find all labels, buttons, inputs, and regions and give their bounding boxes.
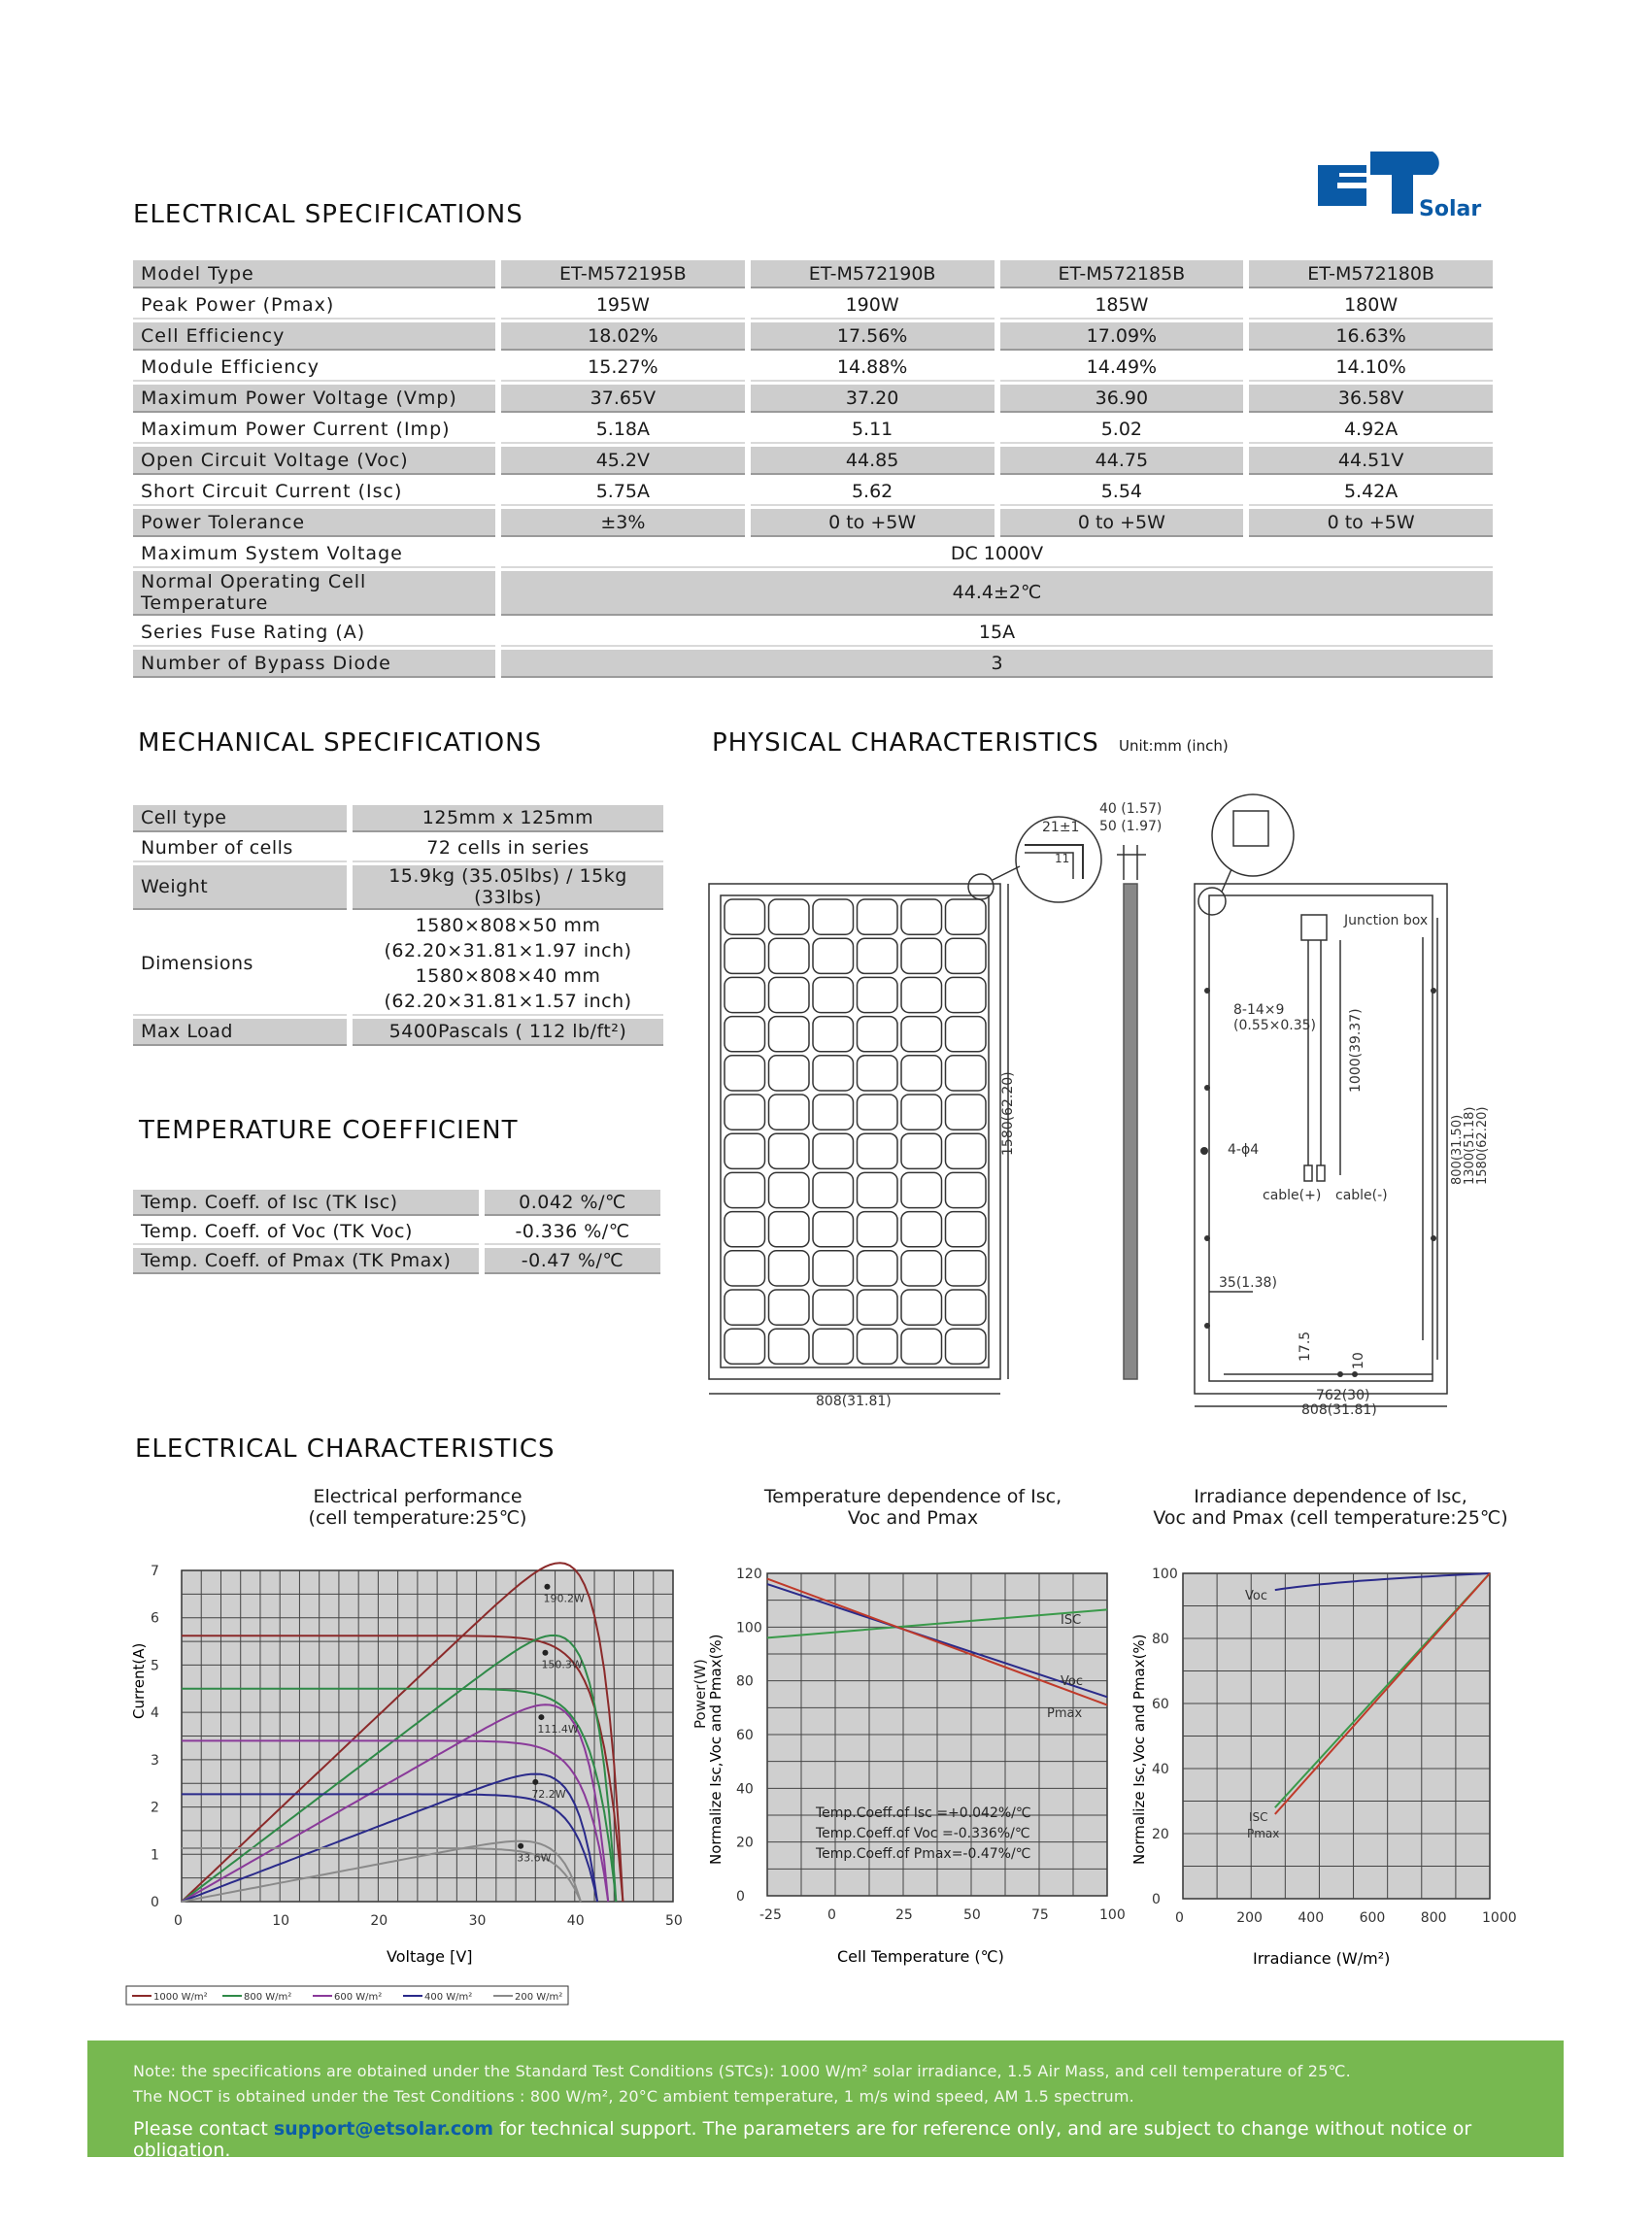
temp-voc-label: Voc (1061, 1674, 1083, 1689)
spec-value: ±3% (501, 509, 745, 537)
y-tick-label: 20 (736, 1835, 754, 1851)
solar-cell (769, 1329, 810, 1364)
spec-label: Open Circuit Voltage (Voc) (133, 447, 495, 475)
solar-cell (901, 1290, 942, 1325)
dim-762: 762(30) (1316, 1388, 1370, 1403)
x-tick-label: 40 (566, 1913, 585, 1929)
solar-cell (813, 1056, 854, 1091)
solar-cell (901, 938, 942, 973)
spec-value: 0 to +5W (1249, 509, 1493, 537)
spec-value: 0 to +5W (1000, 509, 1244, 537)
irr-voc-label: Voc (1245, 1589, 1267, 1603)
power-axis-label: Power(W) (691, 1659, 709, 1729)
mpp-point (518, 1843, 523, 1849)
spec-value: 5.54 (1000, 478, 1244, 506)
svg-text:Solar: Solar (1419, 197, 1482, 221)
spec-label: Maximum Power Current (Imp) (133, 416, 495, 444)
legend-label: 200 W/m² (515, 1992, 563, 2003)
dim-808: 808(31.81) (816, 1394, 892, 1409)
y-tick-label: 120 (736, 1567, 762, 1582)
solar-cell (725, 1212, 765, 1247)
temp-coeff-title: TEMPERATURE COEFFICIENT (139, 1116, 519, 1145)
electrical-specs-title: ELECTRICAL SPECIFICATIONS (133, 200, 523, 229)
weight-value: 15.9kg (35.05lbs) / 15kg (33lbs) (353, 865, 663, 910)
y-tick-label: 60 (1152, 1697, 1169, 1712)
solar-cell (858, 1329, 898, 1364)
dim-1580-back: 1580(62.20) (1475, 1106, 1490, 1185)
solar-cell (858, 1251, 898, 1286)
spec-value: 37.20 (751, 385, 995, 413)
dimensions-value: 1580×808×50 mm (62.20×31.81×1.97 inch) 1580×808×40 mm (62.20×31.81×1.57 inch) (353, 913, 663, 1016)
solar-cell (725, 1133, 765, 1168)
mechanical-specs-table (127, 802, 669, 1049)
spec-label: Series Fuse Rating (A) (133, 619, 495, 647)
solar-cell (769, 1056, 810, 1091)
spec-value: 16.63% (1249, 322, 1493, 351)
solar-cell (858, 1172, 898, 1207)
solar-cell (946, 1056, 987, 1091)
temp-xlabel: Cell Temperature (℃) (837, 1947, 1004, 1966)
spec-value: 17.09% (1000, 322, 1244, 351)
y-tick-label: 60 (736, 1728, 754, 1743)
cable-length-label: 1000(39.37) (1348, 1008, 1364, 1093)
spec-value: 14.49% (1000, 354, 1244, 382)
support-email-link[interactable]: support@etsolar.com (273, 2118, 494, 2140)
solar-cell (813, 899, 854, 934)
max-load-value: 5400Pascals ( 112 lb/ft²) (353, 1019, 663, 1046)
solar-cell (813, 1133, 854, 1168)
solar-cell (725, 1017, 765, 1052)
solar-cell (813, 977, 854, 1012)
cells-value: 72 cells in series (353, 835, 663, 862)
solar-cell (946, 899, 987, 934)
power-label: 150.3W (541, 1658, 583, 1671)
tk-pmax-value: -0.47 %/℃ (485, 1248, 660, 1274)
legend-label: 800 W/m² (244, 1992, 292, 2003)
solar-cell (901, 977, 942, 1012)
spec-value: 5.75A (501, 478, 745, 506)
solar-cell (901, 1172, 942, 1207)
y-tick-label: 3 (151, 1752, 159, 1769)
x-tick-label: 50 (665, 1913, 683, 1929)
tk-pmax-label: Temp. Coeff. of Pmax (TK Pmax) (133, 1248, 479, 1274)
x-tick-label: -25 (759, 1907, 782, 1923)
dim-800: 800(31.50) (1450, 1114, 1465, 1185)
power-label: 111.4W (537, 1723, 579, 1737)
spec-label: Cell Efficiency (133, 322, 495, 351)
solar-cell (813, 1329, 854, 1364)
temp-isc-label: ISC (1061, 1613, 1082, 1628)
spec-value: DC 1000V (501, 540, 1493, 568)
solar-cell (813, 1212, 854, 1247)
x-tick-label: 25 (895, 1907, 913, 1923)
iv-chart (126, 1554, 683, 2010)
spec-value: 15A (501, 619, 1493, 647)
spec-value: 3 (501, 650, 1493, 678)
solar-cell (858, 1290, 898, 1325)
spec-value: 36.58V (1249, 385, 1493, 413)
spec-label: Maximum Power Voltage (Vmp) (133, 385, 495, 413)
x-tick-label: 0 (1175, 1910, 1184, 1926)
dim-21: 21±1 (1042, 820, 1080, 835)
irr-xlabel: Irradiance (W/m²) (1253, 1949, 1391, 1968)
y-tick-label: 0 (151, 1895, 159, 1910)
physical-title: PHYSICAL CHARACTERISTICS (712, 728, 1099, 758)
solar-cell (858, 977, 898, 1012)
solar-cell (769, 938, 810, 973)
junction-box-label: Junction box (1344, 913, 1429, 928)
spec-label: Normal Operating Cell Temperature (133, 571, 495, 616)
dim-11: 11 (1055, 852, 1070, 865)
y-tick-label: 4 (151, 1705, 159, 1722)
solar-cell (946, 1172, 987, 1207)
y-tick-label: 1 (151, 1847, 159, 1864)
module-drawing (699, 787, 1534, 1418)
solar-cell (725, 938, 765, 973)
x-tick-label: 10 (272, 1913, 290, 1929)
x-tick-label: 30 (468, 1913, 487, 1929)
footer-note-noct: The NOCT is obtained under the Test Conditions : 800 W/m², 20°C ambient temperature, 1 m/s wind speed, AM 1.5 spectrum. (133, 2087, 1134, 2106)
spec-label: Number of Bypass Diode (133, 650, 495, 678)
solar-cell (901, 1329, 942, 1364)
solar-cell (769, 1172, 810, 1207)
spec-value: 18.02% (501, 322, 745, 351)
temp-pmax-label: Pmax (1047, 1706, 1083, 1721)
solar-cell (858, 899, 898, 934)
spec-value: 44.85 (751, 447, 995, 475)
solar-cell (858, 1017, 898, 1052)
tk-isc-label: Temp. Coeff. of Isc (TK Isc) (133, 1190, 479, 1216)
cable-plus-label: cable(+) (1263, 1188, 1322, 1203)
solar-cell (769, 1212, 810, 1247)
dim-40: 40 (1.57) (1099, 801, 1163, 817)
solar-cell (946, 1017, 987, 1052)
temp-note-pmax: Temp.Coeff.of Pmax=-0.47%/℃ (816, 1846, 1031, 1862)
spec-value: 14.10% (1249, 354, 1493, 382)
solar-cell (901, 1251, 942, 1286)
solar-cell (901, 1095, 942, 1130)
holes-label: 8-14×9 (1233, 1002, 1285, 1018)
solar-cell (769, 1017, 810, 1052)
x-tick-label: 0 (827, 1907, 836, 1923)
solar-cell (858, 1056, 898, 1091)
spec-value: 37.65V (501, 385, 745, 413)
spec-value: ET-M572185B (1000, 260, 1244, 288)
spec-value: 4.92A (1249, 416, 1493, 444)
solar-cell (813, 1251, 854, 1286)
electrical-characteristics-title: ELECTRICAL CHARACTERISTICS (135, 1434, 556, 1464)
physical-unit: Unit:mm (inch) (1119, 737, 1229, 755)
y-tick-label: 20 (1152, 1827, 1169, 1842)
solar-cell (725, 1056, 765, 1091)
power-label: 190.2W (543, 1592, 585, 1605)
temp-note-voc: Temp.Coeff.of Voc =-0.336%/℃ (816, 1826, 1030, 1841)
y-tick-label: 100 (1152, 1567, 1178, 1582)
irr-chart-title: Irradiance dependence of Isc, Voc and Pmax (cell temperature:25℃) (1153, 1486, 1508, 1529)
spec-label: Module Efficiency (133, 354, 495, 382)
x-tick-label: 100 (1099, 1907, 1126, 1923)
dim-17-5: 17.5 (1298, 1331, 1313, 1362)
spec-value: 5.62 (751, 478, 995, 506)
solar-cell (901, 1056, 942, 1091)
x-tick-label: 800 (1420, 1910, 1447, 1926)
solar-cell (813, 1095, 854, 1130)
y-tick-label: 6 (151, 1610, 159, 1627)
spec-value: 5.11 (751, 416, 995, 444)
x-tick-label: 0 (174, 1913, 183, 1929)
iv-ylabel: Current(A) (130, 1642, 148, 1719)
cell-type-label: Cell type (133, 805, 347, 832)
footer-note-box (87, 2040, 1564, 2161)
y-tick-label: 80 (736, 1673, 754, 1690)
solar-cell (769, 1251, 810, 1286)
dimensions-label: Dimensions (133, 913, 347, 1016)
solar-cell (725, 1251, 765, 1286)
spec-value: 190W (751, 291, 995, 320)
spec-value: 45.2V (501, 447, 745, 475)
legend-label: 600 W/m² (334, 1992, 383, 2003)
solar-cell (946, 1329, 987, 1364)
x-tick-label: 600 (1359, 1910, 1386, 1926)
irr-isc-label: ISC (1249, 1810, 1268, 1824)
holes-inch-label: (0.55×0.35) (1233, 1018, 1316, 1033)
spec-value: ET-M572180B (1249, 260, 1493, 288)
solar-cell (901, 1212, 942, 1247)
spec-value: 5.02 (1000, 416, 1244, 444)
spec-value: 5.42A (1249, 478, 1493, 506)
spec-value: 14.88% (751, 354, 995, 382)
mpp-point (532, 1779, 538, 1785)
spec-label: Power Tolerance (133, 509, 495, 537)
spec-value: 44.51V (1249, 447, 1493, 475)
solar-cell (946, 1212, 987, 1247)
spec-label: Short Circuit Current (Isc) (133, 478, 495, 506)
solar-cell (946, 977, 987, 1012)
spec-label: Model Type (133, 260, 495, 288)
spec-label: Peak Power (Pmax) (133, 291, 495, 320)
spec-value: 5.18A (501, 416, 745, 444)
solar-cell (901, 899, 942, 934)
y-tick-label: 40 (1152, 1762, 1169, 1777)
irr-chart (1127, 1554, 1534, 1981)
spec-value: ET-M572195B (501, 260, 745, 288)
spec-value: 0 to +5W (751, 509, 995, 537)
solar-cell (946, 938, 987, 973)
x-tick-label: 50 (963, 1907, 981, 1923)
solar-cell (858, 1133, 898, 1168)
y-tick-label: 0 (1152, 1892, 1161, 1907)
dim-1300: 1300(51.18) (1463, 1106, 1477, 1185)
temp-chart (707, 1554, 1126, 1981)
solar-cell (725, 1290, 765, 1325)
solar-cell (901, 1133, 942, 1168)
y-tick-label: 7 (151, 1564, 159, 1579)
solar-cell (725, 1329, 765, 1364)
cells-label: Number of cells (133, 835, 347, 862)
x-tick-label: 75 (1031, 1907, 1049, 1923)
power-label: 33.6W (517, 1851, 552, 1865)
temp-coeff-table (127, 1187, 666, 1277)
mechanical-specs-title: MECHANICAL SPECIFICATIONS (138, 728, 543, 758)
solar-cell (725, 977, 765, 1012)
y-tick-label: 40 (736, 1781, 754, 1798)
solar-cell (946, 1251, 987, 1286)
iv-xlabel: Voltage [V] (387, 1947, 473, 1966)
solar-cell (901, 1017, 942, 1052)
irr-ylabel: Normalize Isc,Voc and Pmax(%) (1130, 1634, 1148, 1865)
mpp-point (538, 1714, 544, 1720)
x-tick-label: 200 (1236, 1910, 1263, 1926)
electrical-specs-table (127, 257, 1499, 681)
et-solar-logo (1316, 146, 1491, 223)
cable-minus-label: cable(-) (1335, 1188, 1388, 1203)
solar-cell (946, 1133, 987, 1168)
solar-cell (858, 1095, 898, 1130)
solar-cell (769, 899, 810, 934)
cell-type-value: 125mm x 125mm (353, 805, 663, 832)
solar-cell (725, 1172, 765, 1207)
mpp-point (542, 1650, 548, 1656)
spec-value: 180W (1249, 291, 1493, 320)
x-tick-label: 400 (1298, 1910, 1325, 1926)
solar-cell (813, 1172, 854, 1207)
tk-voc-value: -0.336 %/℃ (485, 1219, 660, 1245)
temp-chart-title: Temperature dependence of Isc, Voc and Pmax (763, 1486, 1062, 1529)
solar-cell (813, 1290, 854, 1325)
spec-value: 15.27% (501, 354, 745, 382)
y-tick-label: 2 (151, 1800, 159, 1816)
mpp-point (544, 1584, 550, 1590)
footer-contact: Please contact support@etsolar.com for technical support. The parameters are for reference only, and are subject to change without notice or obligation. (133, 2118, 1472, 2161)
dim-10: 10 (1351, 1352, 1366, 1369)
temp-note-isc: Temp.Coeff.of Isc =+0.042%/℃ (816, 1805, 1031, 1821)
tk-voc-label: Temp. Coeff. of Voc (TK Voc) (133, 1219, 479, 1245)
solar-cell (946, 1290, 987, 1325)
power-label: 72.2W (531, 1787, 566, 1801)
tk-isc-value: 0.042 %/℃ (485, 1190, 660, 1216)
spec-value: 195W (501, 291, 745, 320)
y-tick-label: 0 (736, 1889, 745, 1905)
weight-label: Weight (133, 865, 347, 910)
solar-cell (769, 977, 810, 1012)
x-tick-label: 20 (370, 1913, 388, 1929)
spec-label: Maximum System Voltage (133, 540, 495, 568)
spec-value: 36.90 (1000, 385, 1244, 413)
spec-value: 44.75 (1000, 447, 1244, 475)
y-tick-label: 80 (1152, 1632, 1169, 1647)
phi-label: 4-ϕ4 (1228, 1142, 1260, 1158)
legend-label: 1000 W/m² (153, 1992, 208, 2003)
spec-value: 185W (1000, 291, 1244, 320)
dim-50: 50 (1.97) (1099, 819, 1163, 834)
dim-35: 35(1.38) (1219, 1275, 1277, 1291)
footer-note-stc: Note: the specifications are obtained under the Standard Test Conditions (STCs): 1000 W/m² solar irradiance, 1.5 Air Mass, and cell temperature of 25℃. (133, 2062, 1351, 2080)
temp-ylabel: Normalize Isc,Voc and Pmax(%) (707, 1634, 725, 1865)
dim-808-back: 808(31.81) (1301, 1402, 1377, 1418)
spec-value: 44.4±2℃ (501, 571, 1493, 616)
iv-chart-title: Electrical performance (cell temperature:25℃) (308, 1486, 527, 1529)
solar-cell (769, 1290, 810, 1325)
spec-value: 17.56% (751, 322, 995, 351)
max-load-label: Max Load (133, 1019, 347, 1046)
solar-cell (725, 1095, 765, 1130)
solar-cell (858, 938, 898, 973)
x-tick-label: 1000 (1482, 1910, 1517, 1926)
solar-cell (813, 938, 854, 973)
y-tick-label: 100 (736, 1620, 762, 1636)
solar-cell (946, 1095, 987, 1130)
legend-label: 400 W/m² (424, 1992, 473, 2003)
irr-pmax-label: Pmax (1247, 1827, 1280, 1840)
solar-cell (813, 1017, 854, 1052)
dim-1580: 1580(62.20) (1000, 1071, 1016, 1156)
solar-cell (725, 899, 765, 934)
spec-value: ET-M572190B (751, 260, 995, 288)
y-tick-label: 5 (151, 1658, 159, 1674)
solar-cell (769, 1095, 810, 1130)
solar-cell (769, 1133, 810, 1168)
solar-cell (858, 1212, 898, 1247)
